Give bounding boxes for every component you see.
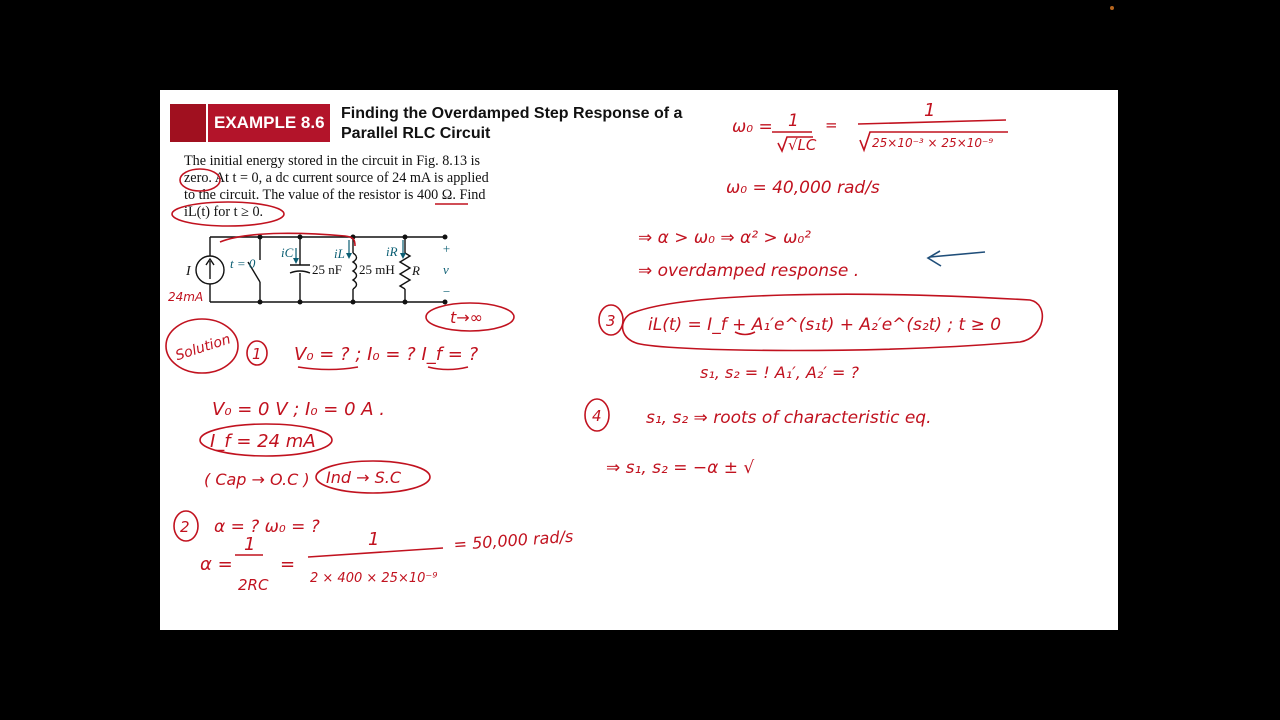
alpha-numerator2: 1 (368, 529, 380, 550)
capacitor-plate-bottom (290, 271, 310, 273)
il-circle (172, 202, 284, 226)
inductor-coil (353, 253, 357, 289)
v-label: v (443, 262, 449, 277)
il-arrowhead (346, 253, 352, 259)
ind-current-label: iL (334, 246, 345, 261)
node-dot (403, 235, 408, 240)
step3-unknowns: s₁, s₂ = ! A₁′, A₂′ = ? (700, 363, 859, 382)
v-plus: + (442, 241, 451, 256)
alpha-numerator: 1 (244, 534, 256, 555)
w0-lhs: ω₀ = (732, 117, 773, 137)
cap-value: 25 nF (312, 262, 342, 277)
document-page (160, 90, 1118, 630)
node-dot (258, 300, 263, 305)
step3-equation: iL(t) = I_f + A₁′e^(s₁t) + A₂′e^(s₂t) ; t ≥ 0 (648, 315, 1002, 335)
initial-values: V₀ = 0 V ; I₀ = 0 A . (212, 399, 386, 420)
source-note: 24mA (168, 290, 204, 304)
if-underline (428, 367, 468, 370)
attention-arrow-head (928, 251, 941, 266)
w0-denominator: √LC (788, 136, 817, 154)
corner-dot (1110, 6, 1114, 10)
step3-number: 3 (606, 312, 616, 330)
rule-cap: ( Cap → O.C ) (204, 470, 310, 489)
rule-ind: Ind → S.C (326, 468, 402, 487)
switch-label: t = 0 (230, 256, 256, 271)
node-dot (258, 235, 263, 240)
final-value: I_f = 24 mA (210, 431, 316, 452)
w0-value: ω₀ = 40,000 rad/s (726, 178, 880, 198)
terminal-dot (443, 235, 448, 240)
terminal-dot (443, 300, 448, 305)
cap-current-label: iC (281, 245, 294, 260)
step1-text: V₀ = ? ; I₀ = ? I_f = ? (294, 344, 479, 365)
alpha-lhs: α = (200, 554, 233, 575)
alpha-eq: = (280, 554, 296, 575)
ir-arrowhead (400, 253, 406, 259)
alpha-denominator2: 2 × 400 × 25×10⁻⁹ (310, 571, 438, 586)
node-dot (298, 300, 303, 305)
example-title-line1: Finding the Overdamped Step Response of a (341, 105, 683, 122)
example-label: EXAMPLE 8.6 (214, 113, 325, 132)
step4-roots: ⇒ s₁, s₂ = −α ± √ (606, 458, 755, 478)
w0-denominator2: 25×10⁻³ × 25×10⁻⁹ (872, 136, 994, 150)
step2-number: 2 (180, 518, 190, 536)
solution-label: Solution (173, 331, 233, 365)
node-dot (403, 300, 408, 305)
alpha-compare: ⇒ α > ω₀ ⇒ α² > ω₀² (638, 228, 811, 248)
time-note: t→∞ (450, 308, 484, 327)
res-current-label: iR (386, 244, 398, 259)
source-label: I (186, 264, 191, 279)
res-label: R (412, 263, 420, 278)
v-minus: − (442, 284, 451, 299)
step1-number: 1 (252, 345, 262, 363)
step4-text: s₁, s₂ ⇒ roots of characteristic eq. (646, 408, 932, 428)
w0-numerator2: 1 (924, 100, 936, 121)
resistor-zigzag (400, 253, 410, 289)
alpha-denominator: 2RC (238, 576, 269, 594)
zero-circle (180, 169, 220, 191)
node-dot (298, 235, 303, 240)
problem-line: to the circuit. The value of the resistor is 400 Ω. Find (184, 187, 486, 203)
w0-eq: = (825, 116, 838, 134)
annotation-layer (160, 90, 1118, 630)
ind-value: 25 mH (359, 262, 395, 277)
v0-underline (298, 367, 358, 370)
overdamped-text: ⇒ overdamped response . (638, 261, 860, 281)
problem-line: iL(t) for t ≥ 0. (184, 204, 264, 220)
alpha-result: = 50,000 rad/s (452, 526, 574, 554)
problem-line: The initial energy stored in the circuit in Fig. 8.13 is (184, 153, 481, 169)
example-title-line2: Parallel RLC Circuit (341, 125, 491, 142)
step4-number: 4 (592, 407, 602, 425)
w0-numerator: 1 (788, 111, 799, 131)
node-dot (351, 300, 356, 305)
ic-arrowhead (293, 258, 299, 264)
problem-line: zero. At t = 0, a dc current source of 24 mA is applied (184, 170, 489, 186)
step2-text: α = ? ω₀ = ? (214, 517, 320, 537)
